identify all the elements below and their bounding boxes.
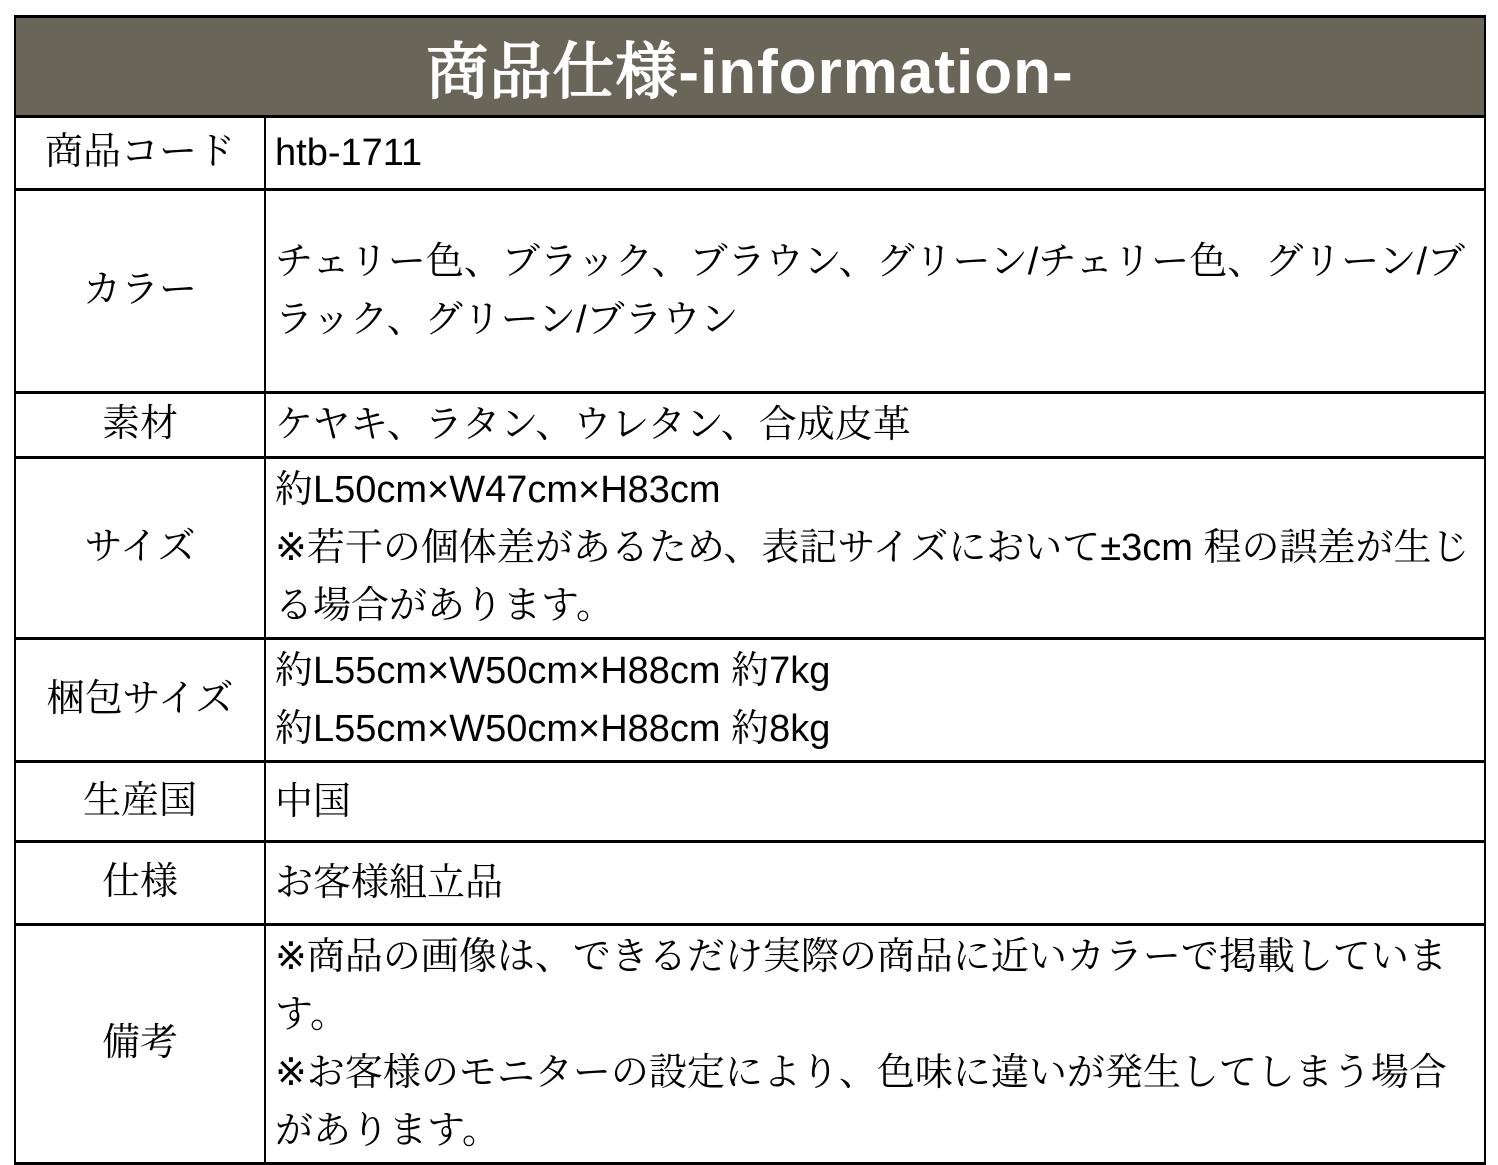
row-value-assembly-spec: [265, 842, 1485, 925]
row-value-country: [265, 762, 1485, 842]
value-line: チェリー色、ブラック、ブラウン、グリーン/チェリー色、グリーン/ブラック、グリーン/ブラウン: [275, 241, 1465, 341]
row-package-size: [15, 639, 1485, 762]
row-value-package-size: [265, 639, 1485, 762]
value-line: ※お客様のモニターの設定により、色味に違いが発生してしまう場合があります。: [275, 1052, 1447, 1152]
value-line: htb-1711: [275, 132, 423, 174]
row-label-material: 素材: [15, 393, 265, 458]
row-country: [15, 762, 1485, 842]
row-label-assembly-spec: 仕様: [15, 842, 265, 925]
value-line: ケヤキ、ラタン、ウレタン、合成皮革: [275, 404, 911, 446]
row-value-notes: [265, 925, 1485, 1164]
row-label-notes: 備考: [15, 925, 265, 1164]
value-line: 約L50cm×W47cm×H83cm: [275, 469, 721, 511]
page-title: 商品仕様-information-: [15, 17, 1485, 117]
row-value-color: [265, 190, 1485, 393]
row-label-color: カラー: [15, 190, 265, 393]
row-label-package-size: 梱包サイズ: [15, 639, 265, 762]
value-line: 約L55cm×W50cm×H88cm 約8kg: [275, 708, 831, 750]
row-value-product-code: [265, 117, 1485, 190]
product-spec-table: [14, 15, 1486, 1165]
row-size: [15, 458, 1485, 639]
value-line: 中国: [275, 780, 352, 823]
row-product-code: [15, 117, 1485, 190]
table-header-row: [15, 17, 1485, 117]
row-notes: [15, 925, 1485, 1164]
value-line: ※若干の個体差があるため、表記サイズにおいて±3cm 程の誤差が生じる場合があります。: [275, 527, 1470, 627]
row-label-country: 生産国: [15, 762, 265, 842]
value-line: ※商品の画像は、できるだけ実際の商品に近いカラーで掲載しています。: [275, 936, 1447, 1036]
row-label-size: サイズ: [15, 458, 265, 639]
row-material: [15, 393, 1485, 458]
row-assembly-spec: [15, 842, 1485, 925]
row-color: [15, 190, 1485, 393]
value-line: お客様組立品: [275, 862, 504, 904]
row-label-product-code: 商品コード: [15, 117, 265, 190]
row-value-size: [265, 458, 1485, 639]
row-value-material: [265, 393, 1485, 458]
value-line: 約L55cm×W50cm×H88cm 約7kg: [275, 650, 831, 692]
